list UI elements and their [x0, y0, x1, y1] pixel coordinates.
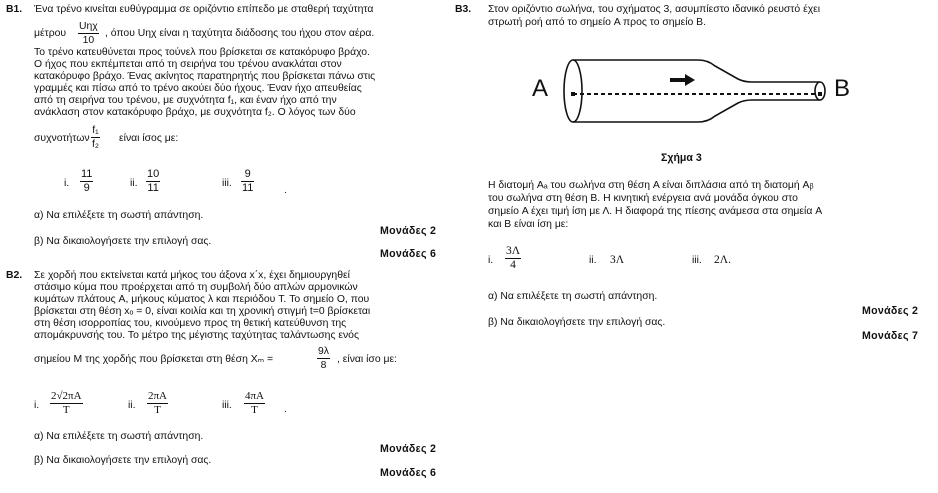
pipe-diagram	[558, 55, 834, 127]
paragraph-line: και B είναι ίση με:	[488, 219, 569, 230]
figure-caption: Σχήμα 3	[661, 152, 702, 164]
paragraph-line: κατακόρυφο βράχο. Ένας ακίνητος παρατηρητής που βρίσκεται πάνω στις	[34, 71, 376, 82]
paragraph-line: του σωλήνα στη θέση B. Η κινητική ενέργεια ανά μονάδα όγκου στο	[488, 193, 798, 204]
b1-speed-fraction	[78, 20, 99, 47]
paragraph-line: σημείο A έχει τιμή ίση με Λ. Η διαφορά της πίεσης ανάμεσα στα σημεία A	[488, 206, 823, 217]
option-label: ii.	[128, 400, 136, 411]
question-label-b2: B2.	[6, 270, 23, 281]
b1-question-a: α) Να επιλέξετε τη σωστή απάντηση.	[34, 210, 204, 221]
option-trail: .	[284, 185, 287, 196]
pipe-lower-wall	[573, 100, 820, 122]
b2-option-i	[50, 390, 83, 417]
fraction-denominator: T	[50, 403, 83, 417]
paragraph-line: στη θέση ισορροπίας του, κινούμενο προς τη θετική κατεύθυνση της	[34, 318, 347, 329]
fraction-numerator: 9	[244, 168, 251, 180]
b1-ratio-prefix: συχνοτήτων	[34, 133, 90, 144]
option-label: iii.	[692, 255, 702, 266]
b2-position-prefix: σημείου M της χορδής που βρίσκεται στη θέση Xₘ =	[34, 354, 274, 365]
paragraph-line: απομάκρυνσής του. Το μέτρο της μέγιστης ταχύτητας ταλάντωσης ενός	[34, 330, 359, 341]
fraction-numerator: 2πA	[148, 390, 167, 402]
b2-question-b: β) Να δικαιολογήσετε την επιλογή σας.	[34, 455, 212, 466]
fraction-numerator: 9λ	[318, 346, 329, 357]
b2-position-suffix: , είναι ίσο με:	[337, 354, 398, 365]
b1-speed-suffix: , όπου Uηχ είναι η ταχύτητα διάδοσης του ήχου στον αέρα.	[105, 28, 375, 39]
fraction-denominator: 9	[80, 181, 93, 195]
fraction-denominator: 8	[317, 358, 330, 372]
paragraph-line: από τη σειρήνα του τρένου, με συχνότητα f₁, και έναν ήχο από την	[34, 95, 337, 106]
option-label: ii.	[130, 178, 138, 189]
b1-text-line1: Ένα τρένο κινείται ευθύγραμμα σε οριζόντιο επίπεδο με σταθερή ταχύτητα	[34, 4, 374, 15]
b2-score-a: Μονάδες 2	[380, 443, 437, 455]
point-b-marker	[818, 92, 822, 96]
fraction-numerator: 2√2πA	[51, 390, 82, 402]
b1-question-b: β) Να δικαιολογήσετε την επιλογή σας.	[34, 236, 212, 247]
b1-option-i	[80, 168, 93, 195]
fraction-denominator: T	[147, 403, 168, 417]
b3-question-b: β) Να δικαιολογήσετε την επιλογή σας.	[488, 317, 666, 328]
b3-score-b: Μονάδες 7	[862, 330, 919, 342]
b1-option-iii	[241, 168, 254, 195]
pipe-outlet-ellipse	[815, 82, 825, 100]
option-label: i.	[34, 400, 40, 411]
figure-label-b: B	[834, 75, 851, 102]
b3-option-iii: 2Λ.	[714, 254, 731, 266]
pipe-inlet-ellipse	[564, 60, 582, 122]
option-label: i.	[64, 178, 70, 189]
paragraph-line: Η διατομή Aₐ του σωλήνα στη θέση A είναι διπλάσια από τη διατομή Aᵦ	[488, 180, 814, 191]
fraction-numerator: 11	[81, 168, 93, 180]
fraction-numerator: f₁	[92, 125, 99, 136]
paragraph-line: Ο ήχος που εκπέμπεται από τη σειρήνα του τρένου ανακλάται στον	[34, 59, 342, 70]
point-a-marker	[571, 92, 575, 96]
question-label-b3: B3.	[455, 4, 472, 15]
pipe-upper-wall	[573, 60, 820, 82]
b2-position-fraction	[317, 345, 330, 372]
b2-question-a: α) Να επιλέξετε τη σωστή απάντηση.	[34, 431, 204, 442]
option-label: iii.	[222, 400, 232, 411]
b3-intro-line: Στον οριζόντιο σωλήνα, του σχήματος 3, ασυμπίεστο ιδανικό ρευστό έχει	[488, 4, 821, 15]
fraction-denominator: 4	[505, 258, 521, 272]
b1-ratio-suffix: είναι ίσος με:	[119, 133, 179, 144]
option-label: i.	[488, 255, 494, 266]
fraction-denominator: T	[244, 403, 265, 417]
fraction-denominator: 11	[242, 182, 254, 194]
b2-option-ii	[147, 390, 168, 417]
fraction-numerator: 10	[147, 168, 160, 180]
b1-ratio-fraction	[91, 124, 100, 151]
b1-score-a: Μονάδες 2	[380, 225, 437, 237]
figure-label-a: A	[532, 75, 549, 102]
fraction-denominator: 10	[78, 33, 99, 47]
b3-option-ii: 3Λ	[610, 254, 625, 266]
b3-question-a: α) Να επιλέξετε τη σωστή απάντηση.	[488, 291, 658, 302]
b3-score-a: Μονάδες 2	[862, 305, 919, 317]
b3-option-i	[505, 245, 521, 272]
paragraph-line: κυμάτων πλάτους A, μήκους κύματος λ και περιόδου T. Το σημείο O, που	[34, 294, 370, 305]
fraction-numerator: 4πA	[245, 390, 264, 402]
option-label: ii.	[589, 255, 597, 266]
b2-option-iii	[244, 390, 265, 417]
fraction-denominator: 11	[147, 182, 159, 194]
paragraph-line: γραμμές και πίσω από το τρένο ακούει δύο ήχους. Έναν ήχο απευθείας	[34, 83, 362, 94]
b3-intro-line: στρωτή ροή από το σημείο A προς το σημείο B.	[488, 17, 706, 28]
flow-arrow-icon	[670, 74, 695, 86]
paragraph-line: Σε χορδή που εκτείνεται κατά μήκος του άξονα x΄x, έχει δημιουργηθεί	[34, 270, 350, 281]
option-label: iii.	[222, 178, 232, 189]
b2-score-b: Μονάδες 6	[380, 467, 437, 479]
fraction-numerator: Uηχ	[79, 21, 98, 32]
paragraph-line: βρίσκεται στη θέση xₒ = 0, είναι κοιλία και τη χρονική στιγμή t=0 βρίσκεται	[34, 306, 371, 317]
b1-speed-prefix: μέτρου	[34, 28, 67, 39]
paragraph-line: στάσιμο κύμα που προέρχεται από τη συμβολή δύο απλών αρμονικών	[34, 282, 358, 293]
question-label-b1: B1.	[6, 4, 23, 15]
b1-score-b: Μονάδες 6	[380, 248, 437, 260]
paragraph-line: Το τρένο κατευθύνεται προς τούνελ που βρίσκεται σε κατακόρυφο βράχο.	[34, 47, 370, 58]
fraction-denominator: f₂	[92, 139, 99, 150]
paragraph-line: ανάκλαση στον κατακόρυφο βράχο, με συχνότητα f₂. Ο λόγος των δύο	[34, 107, 356, 118]
fraction-numerator: 3Λ	[506, 245, 521, 257]
b1-option-ii	[146, 168, 160, 195]
option-trail: .	[284, 404, 287, 415]
